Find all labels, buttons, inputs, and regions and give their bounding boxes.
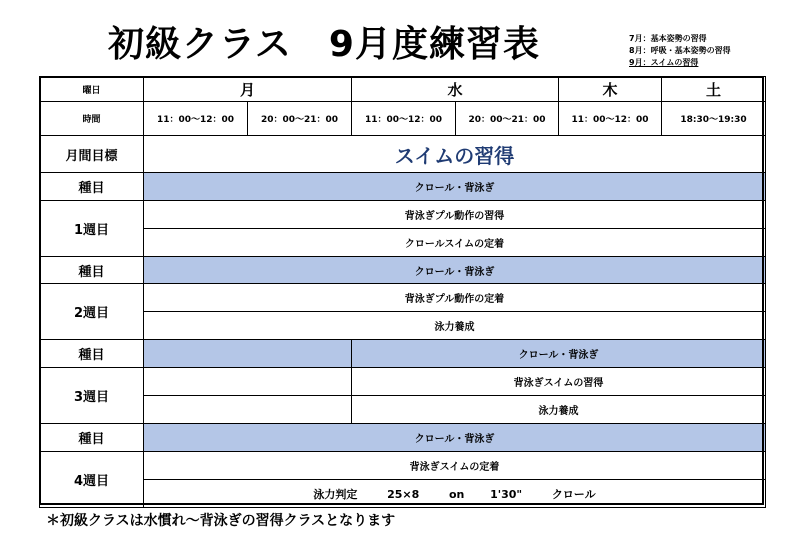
test-stroke: クロール [551, 487, 596, 501]
time-slot: 20：00～21：00 [456, 102, 559, 136]
time-slot: 11：00～12：00 [559, 102, 662, 136]
drill-item: 背泳ぎスイムの習得 [352, 368, 766, 396]
note-september: 9月：スイムの習得 [629, 58, 699, 67]
type-label: 種目 [40, 340, 144, 368]
drill-item: クロールスイムの定着 [144, 229, 766, 257]
time-header-label: 時間 [40, 102, 144, 136]
no-class-slash [144, 340, 352, 368]
type-value: クロール・背泳ぎ [352, 340, 766, 368]
type-label: 種目 [40, 173, 144, 201]
test-distance: 25×8 [387, 487, 420, 501]
day-saturday: 土 [662, 77, 766, 102]
day-wednesday: 水 [352, 77, 559, 102]
test-time: 1'30" [490, 487, 523, 501]
type-value: クロール・背泳ぎ [144, 173, 766, 201]
page-title: 初級クラス 9月度練習表 [108, 24, 540, 65]
time-slot: 18:30～19:30 [662, 102, 766, 136]
schedule-table [39, 76, 766, 508]
day-header-label: 曜日 [40, 77, 144, 102]
week-label: 3週目 [40, 368, 144, 424]
footer-note: ＊初級クラスは水慣れ～背泳ぎの習得クラスとなります [46, 513, 396, 529]
type-value: クロール・背泳ぎ [144, 424, 766, 452]
type-label: 種目 [40, 424, 144, 452]
time-slot: 11：00～12：00 [144, 102, 248, 136]
no-class-slash [144, 368, 352, 396]
test-on: on [448, 487, 465, 501]
no-class-slash [144, 396, 352, 424]
drill-item: 背泳ぎプル動作の定着 [144, 284, 766, 312]
drill-item: 背泳ぎスイムの定着 [144, 452, 766, 480]
week-label: 2週目 [40, 284, 144, 340]
note-july: 7月：基本姿勢の習得 [629, 34, 707, 43]
drill-item: 泳力養成 [144, 312, 766, 340]
day-monday: 月 [144, 77, 352, 102]
swim-test [144, 480, 766, 508]
time-slot: 11：00～12：00 [352, 102, 456, 136]
monthly-notes [629, 33, 731, 69]
drill-item: 背泳ぎプル動作の習得 [144, 201, 766, 229]
week-label: 1週目 [40, 201, 144, 257]
day-thursday: 木 [559, 77, 662, 102]
type-value: クロール・背泳ぎ [144, 257, 766, 284]
week-label: 4週目 [40, 452, 144, 508]
goal-text: スイムの習得 [144, 136, 766, 173]
test-label: 泳力判定 [313, 487, 358, 501]
type-label: 種目 [40, 257, 144, 284]
time-slot: 20：00～21：00 [248, 102, 352, 136]
goal-label: 月間目標 [40, 136, 144, 173]
note-august: 8月：呼吸・基本姿勢の習得 [629, 46, 731, 55]
drill-item: 泳力養成 [352, 396, 766, 424]
